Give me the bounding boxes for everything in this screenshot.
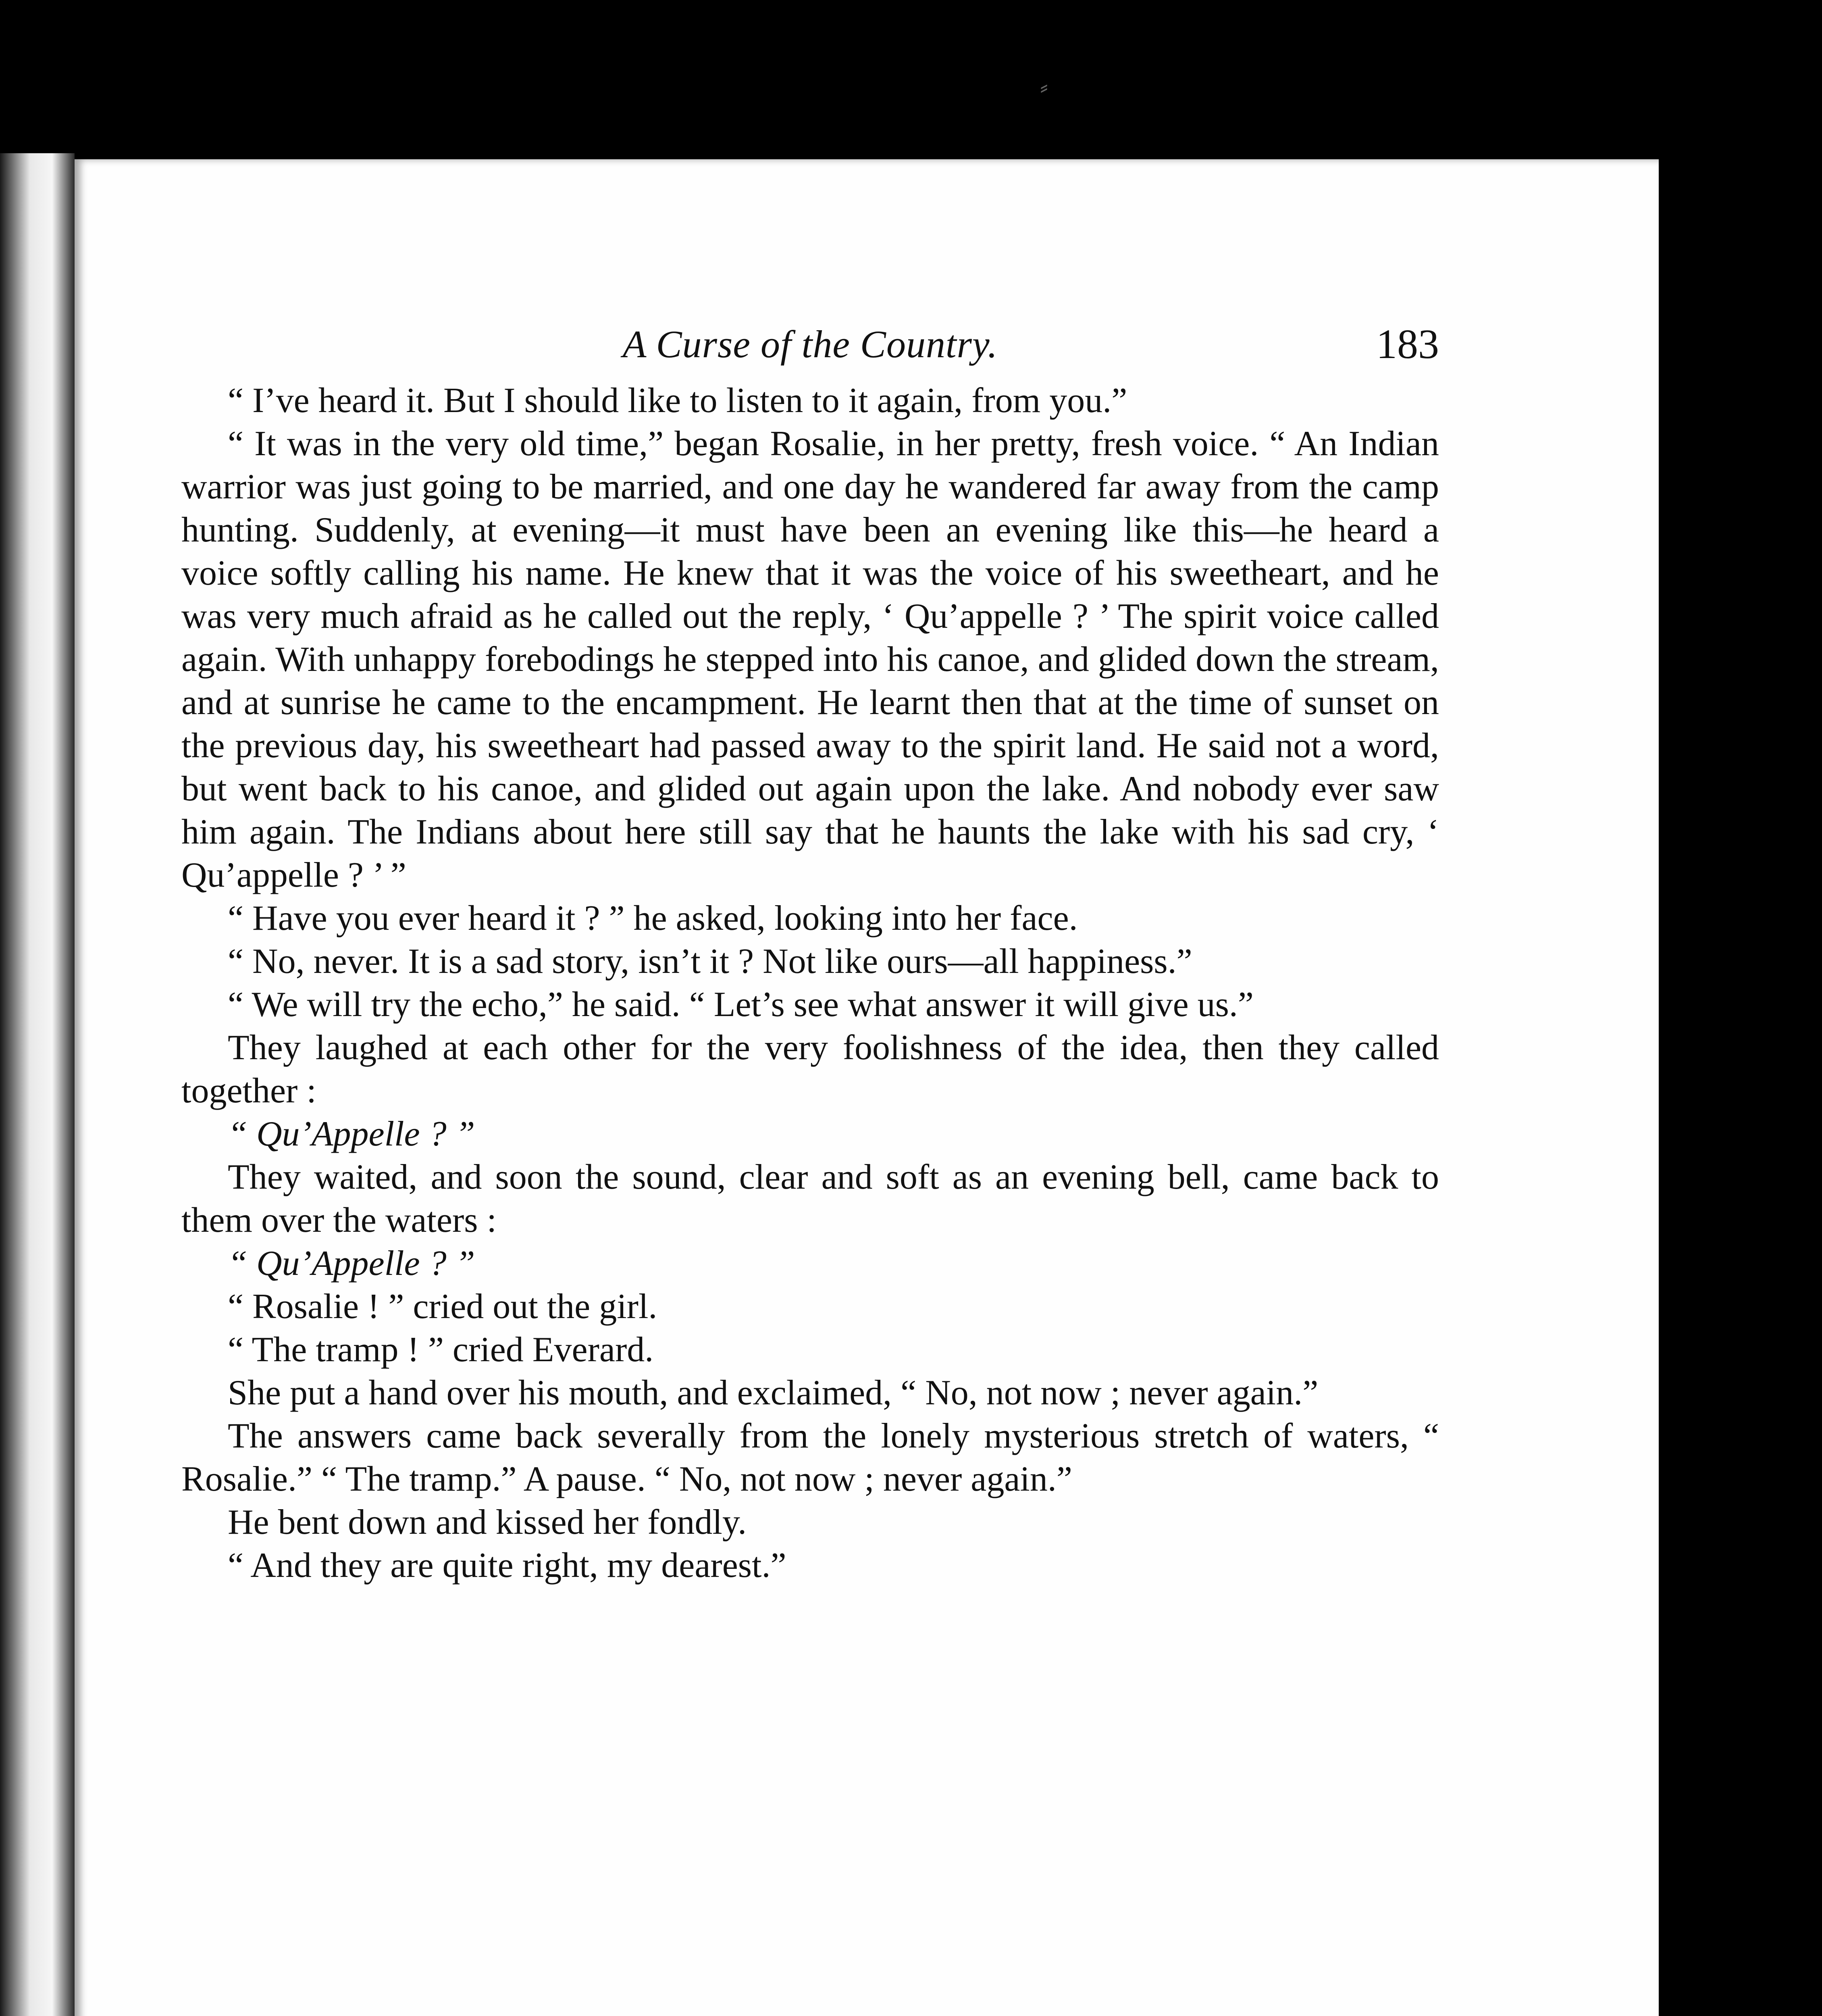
paragraph: “ And they are quite right, my dearest.” [228,1546,786,1585]
facing-page-edge [0,153,75,2016]
paragraph: “ No, never. It is a sad story, isn’t it ? Not like ours—all happiness.” [228,942,1192,981]
paragraph: “ Qu’Appelle ? ” [228,1244,475,1283]
paragraph: “ Qu’Appelle ? ” [228,1114,475,1154]
paragraph: “ We will try the echo,” he said. “ Let’s see what answer it will give us.” [228,985,1254,1024]
paragraph: They laughed at each other for the very foolishness of the idea, then they called together : [181,1028,1439,1110]
page-header [181,314,1439,379]
paragraph: “ Have you ever heard it ? ” he asked, looking into her face. [228,899,1078,938]
paragraph: “ The tramp ! ” cried Everard. [228,1330,654,1369]
paragraph: “ It was in the very old time,” began Rosalie, in her pretty, fresh voice. “ An Indian warrior was just going to be married, and one day he wandered far away from the camp hunting. Suddenly, at evening—it must have been an evening like this—he heard a voice softly calling his name. He knew that it was the voice of his sweetheart, and he was very much afraid as he called out the reply, ‘ Qu’appelle ? ’ The spirit voice called again. With unhappy forebodings he stepped into his canoe, and glided down the stream, and at sunrise he came to the encampment. He learnt then that at the time of sunset on the previous day, his sweetheart had passed away to the spirit land. He said not a word, but went back to his canoe, and glided out again upon the lake. And nobody ever saw him again. The Indians about here still say that he haunts the lake with his sad cry, ‘ Qu’appelle ? ’ ” [181,424,1439,895]
page-text [181,314,1439,1587]
scan-speck: ⸗ [1040,73,1048,101]
page-number: 183 [1376,321,1439,367]
paragraph: She put a hand over his mouth, and exclaimed, “ No, not now ; never again.” [228,1373,1319,1412]
paragraph: He bent down and kissed her fondly. [228,1503,747,1542]
paragraph: The answers came back severally from the lonely mysterious stretch of waters, “ Rosalie.” “ The tramp.” A pause. “ No, not now ; never again.” [181,1416,1439,1499]
paragraph: “ Rosalie ! ” cried out the girl. [228,1287,657,1326]
running-title: A Curse of the Country. [622,323,998,366]
paragraph: They waited, and soon the sound, clear and soft as an evening bell, came back to them over the waters : [181,1158,1439,1240]
paragraph: “ I’ve heard it. But I should like to listen to it again, from you.” [228,381,1127,420]
